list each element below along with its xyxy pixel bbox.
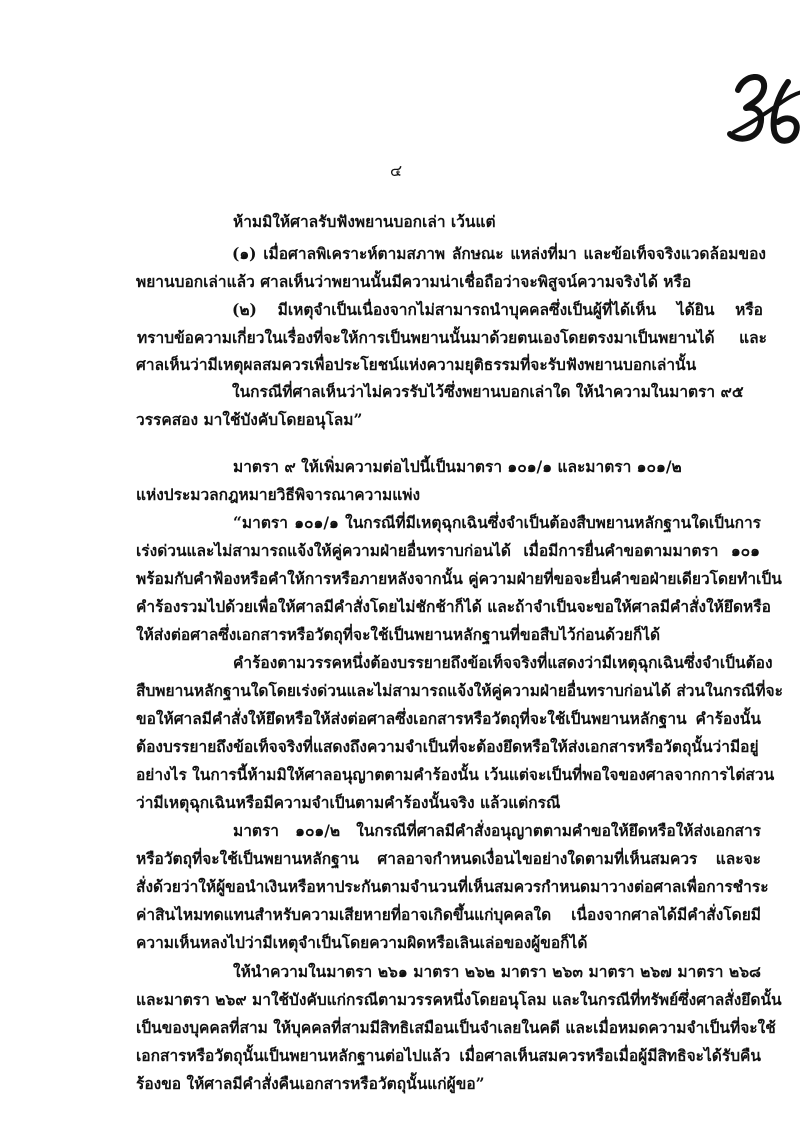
text-line: มาตรา ๙ ให้เพิ่มความต่อไปนี้เป็นมาตรา ๑๐๑/๑ และมาตรา ๑๐๑/๒ [233,457,682,476]
text-line: ต้องบรรยายถึงข้อเท็จจริงที่แสดงถึงความจำเป็นที่จะต้องยึดหรือให้ส่งเอกสารหรือวัตถุนั้นว่ามีอยู่ [136,737,759,756]
text-line: พร้อมกับคำฟ้องหรือคำให้การหรือภายหลังจากนั้น คู่ความฝ่ายที่ขอจะยื่นคำขอฝ่ายเดียวโดยทำเป็น [136,569,782,588]
text-line: ว่ามีเหตุฉุกเฉินหรือมีความจำเป็นตามคำร้องนั้นจริง แล้วแต่กรณี [136,793,561,812]
text-line: ขอให้ศาลมีคำสั่งให้ยึดหรือให้ส่งต่อศาลซึ่งเอกสารหรือวัตถุที่จะใช้เป็นพยานหลักฐาน คำร้องนั้น [136,709,761,728]
text-line: แห่งประมวลกฎหมายวิธีพิจารณาความแพ่ง [136,485,421,504]
text-line: ให้ส่งต่อศาลซึ่งเอกสารหรือวัตถุที่จะใช้เป็นพยานหลักฐานที่ขอสืบไว้ก่อนด้วยก็ได้ [136,625,661,644]
text-line: คำร้องรวมไปด้วยเพื่อให้ศาลมีคำสั่งโดยไม่ชักช้าก็ได้ และถ้าจำเป็นจะขอให้ศาลมีคำสั่งให้ยึดหรือ [136,597,771,616]
text-line: พยานบอกเล่าแล้ว ศาลเห็นว่าพยานนั้นมีความน่าเชื่อถือว่าจะพิสูจน์ความจริงได้ หรือ [136,272,692,291]
text-line: ร้องขอ ให้ศาลมีคำสั่งคืนเอกสารหรือวัตถุนั้นแก่ผู้ขอ” [136,1074,485,1093]
text-line: มาตรา ๑๐๑/๒ ในกรณีที่ศาลมีคำสั่งอนุญาตตามคำขอให้ยึดหรือให้ส่งเอกสาร [233,821,761,840]
text-line: สั่งด้วยว่าให้ผู้ขอนำเงินหรือหาประกันตามจำนวนที่เห็นสมควรกำหนดมาวางต่อศาลเพื่อการชำระ [136,877,769,896]
text-line: ความเห็นหลงไปว่ามีเหตุจำเป็นโดยความผิดหรือเลินเล่อของผู้ขอก็ได้ [136,933,588,952]
text-line: เร่งด่วนและไม่สามารถแจ้งให้คู่ความฝ่ายอื่นทราบก่อนได้ เมื่อมีการยื่นคำขอตามมาตรา ๑๐๑ [136,541,760,560]
text-line: ในกรณีที่ศาลเห็นว่าไม่ควรรับไว้ซึ่งพยานบอกเล่าใด ให้นำความในมาตรา ๙๕ [232,382,744,401]
text-line: ทราบข้อความเกี่ยวในเรื่องที่จะให้การเป็นพยานนั้นมาด้วยตนเองโดยตรงมาเป็นพยานได้ และ [137,328,767,347]
text-line: วรรคสอง มาใช้บังคับโดยอนุโลม” [136,410,363,429]
text-line: ค่าสินไหมทดแทนสำหรับความเสียหายที่อาจเกิดขึ้นแก่บุคคลใด เนื่องจากศาลได้มีคำสั่งโดยมี [136,905,761,924]
page-number: ๔ [390,161,403,180]
text-line: ให้นำความในมาตรา ๒๖๑ มาตรา ๒๖๒ มาตรา ๒๖๓ มาตรา ๒๖๗ มาตรา ๒๖๘ [233,962,761,981]
handwritten-page-annotation [722,60,800,150]
text-line: (๑) เมื่อศาลพิเคราะห์ตามสภาพ ลักษณะ แหล่งที่มา และข้อเท็จจริงแวดล้อมของ [232,244,766,263]
text-line: ศาลเห็นว่ามีเหตุผลสมควรเพื่อประโยชน์แห่งความยุติธรรมที่จะรับฟังพยานบอกเล่านั้น [136,355,697,374]
text-line: คำร้องตามวรรคหนึ่งต้องบรรยายถึงข้อเท็จจริงที่แสดงว่ามีเหตุฉุกเฉินซึ่งจำเป็นต้อง [233,653,773,672]
text-line: “มาตรา ๑๐๑/๑ ในกรณีที่มีเหตุฉุกเฉินซึ่งจำเป็นต้องสืบพยานหลักฐานใดเป็นการ [233,513,761,532]
text-line: (๒) มีเหตุจำเป็นเนื่องจากไม่สามารถนำบุคคลซึ่งเป็นผู้ที่ได้เห็น ได้ยิน หรือ [232,300,763,319]
text-line: สืบพยานหลักฐานใดโดยเร่งด่วนและไม่สามารถแจ้งให้คู่ความฝ่ายอื่นทราบก่อนได้ ส่วนในกรณีที่จะ [136,681,783,700]
text-line: หรือวัตถุที่จะใช้เป็นพยานหลักฐาน ศาลอาจกำหนดเงื่อนไขอย่างใดตามที่เห็นสมควร และจะ [136,849,761,868]
text-line: อย่างไร ในการนี้ห้ามมิให้ศาลอนุญาตตามคำร้องนั้น เว้นแต่จะเป็นที่พอใจของศาลจากการไต่สวน [136,765,775,784]
text-line: เอกสารหรือวัตถุนั้นเป็นพยานหลักฐานต่อไปแล้ว เมื่อศาลเห็นสมควรหรือเมื่อผู้มีสิทธิจะได้รับคืน [136,1046,761,1065]
text-line: เป็นของบุคคลที่สาม ให้บุคคลที่สามมีสิทธิเสมือนเป็นจำเลยในคดี และเมื่อหมดความจำเป็นที่จะใช้ [136,1018,776,1037]
text-line: และมาตรา ๒๖๙ มาใช้บังคับแก่กรณีตามวรรคหนึ่งโดยอนุโลม และในกรณีที่ทรัพย์ซึ่งศาลสั่งยึดนั้น [136,990,782,1009]
text-line: ห้ามมิให้ศาลรับฟังพยานบอกเล่า เว้นแต่ [233,212,496,231]
